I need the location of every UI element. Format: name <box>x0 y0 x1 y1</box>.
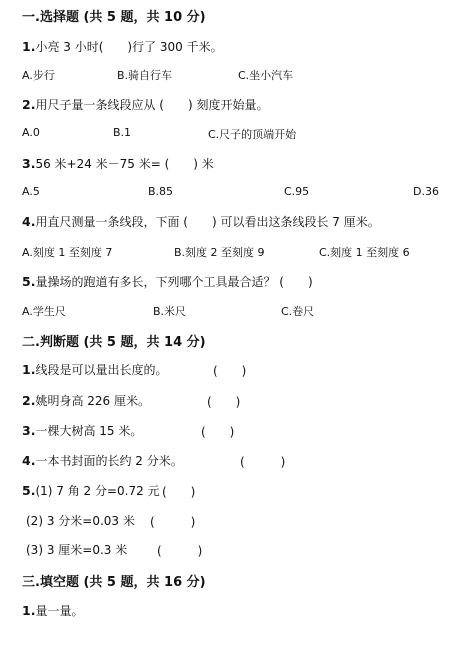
choice-5-option-a[interactable]: A.学生尺 <box>22 305 66 318</box>
question-text: 56 米+24 米－75 米= ( ) 米 <box>35 157 214 171</box>
section-title-judge: 二.判断题 (共 5 题，共 14 分) <box>22 335 206 350</box>
choice-4-option-b[interactable]: B.刻度 2 至刻度 9 <box>174 246 265 259</box>
question-text: 用尺子量一条线段应从 ( ) 刻度开始量。 <box>35 98 269 112</box>
choice-question-3 <box>22 155 214 172</box>
choice-question-4 <box>22 213 380 230</box>
choice-1-option-a[interactable]: A.步行 <box>22 69 55 82</box>
choice-5-option-b[interactable]: B.米尺 <box>153 305 187 318</box>
question-number: 2. <box>22 393 36 408</box>
choice-1-option-c[interactable]: C.坐小汽车 <box>238 69 294 82</box>
judge-question-3 <box>22 422 142 439</box>
question-text: 量操场的跑道有多长，下列哪个工具最合适？ ( ) <box>35 275 313 289</box>
question-text: 一本书封面的长约 2 分米。 <box>35 454 183 468</box>
judge-question-5-part-3: (3) 3 厘米=0.3 米 <box>26 543 128 557</box>
choice-2-option-b[interactable]: B.1 <box>113 126 132 139</box>
choice-1-option-b[interactable]: B.骑自行车 <box>117 69 173 82</box>
section-title-fill: 三.填空题 (共 5 题，共 16 分) <box>22 575 206 590</box>
choice-question-5 <box>22 273 313 290</box>
question-number: 1. <box>22 603 36 618</box>
section-title-choice: 一.选择题 (共 5 题，共 10 分) <box>22 10 206 25</box>
judge-3-answer-blank[interactable]: ( ) <box>201 425 235 439</box>
judge-question-5 <box>22 482 160 499</box>
fill-question-1 <box>22 602 83 619</box>
judge-1-answer-blank[interactable]: ( ) <box>213 364 247 378</box>
judge-question-2 <box>22 392 150 409</box>
question-text: 线段是可以量出长度的。 <box>35 363 168 377</box>
question-number: 2. <box>22 97 36 112</box>
question-number: 3. <box>22 156 36 171</box>
question-number: 4. <box>22 214 36 229</box>
question-number: 1. <box>22 362 36 377</box>
choice-3-option-c[interactable]: C.95 <box>284 185 310 198</box>
question-text: 用直尺测量一条线段，下面 ( ) 可以看出这条线段长 7 厘米。 <box>35 215 380 229</box>
judge-question-4 <box>22 452 183 469</box>
choice-2-option-a[interactable]: A.0 <box>22 126 40 139</box>
choice-5-option-c[interactable]: C.卷尺 <box>281 305 315 318</box>
choice-4-option-a[interactable]: A.刻度 1 至刻度 7 <box>22 246 113 259</box>
judge-question-1 <box>22 361 167 378</box>
choice-3-option-d[interactable]: D.36 <box>413 185 439 198</box>
choice-question-1 <box>22 38 223 55</box>
choice-2-option-c[interactable]: C.尺子的顶端开始 <box>208 128 297 141</box>
judge-5-1-answer-blank[interactable]: ( ) <box>162 485 196 499</box>
question-text: 一棵大树高 15 米。 <box>35 424 143 438</box>
question-number: 5. <box>22 483 36 498</box>
choice-question-2 <box>22 96 268 113</box>
question-text: 小亮 3 小时( )行了 300 千米。 <box>35 40 223 54</box>
question-text: (1) 7 角 2 分=0.72 元 <box>35 484 160 498</box>
question-number: 1. <box>22 39 36 54</box>
choice-3-option-a[interactable]: A.5 <box>22 185 40 198</box>
judge-question-5-part-2: (2) 3 分米=0.03 米 <box>26 514 135 528</box>
question-number: 4. <box>22 453 36 468</box>
choice-3-option-b[interactable]: B.85 <box>148 185 174 198</box>
judge-5-3-answer-blank[interactable]: ( ) <box>157 544 203 558</box>
question-text: 姚明身高 226 厘米。 <box>35 394 150 408</box>
choice-4-option-c[interactable]: C.刻度 1 至刻度 6 <box>319 246 410 259</box>
question-number: 5. <box>22 274 36 289</box>
judge-4-answer-blank[interactable]: ( ) <box>240 455 286 469</box>
question-text: 量一量。 <box>35 604 84 618</box>
question-number: 3. <box>22 423 36 438</box>
judge-2-answer-blank[interactable]: ( ) <box>207 395 241 409</box>
judge-5-2-answer-blank[interactable]: ( ) <box>150 515 196 529</box>
